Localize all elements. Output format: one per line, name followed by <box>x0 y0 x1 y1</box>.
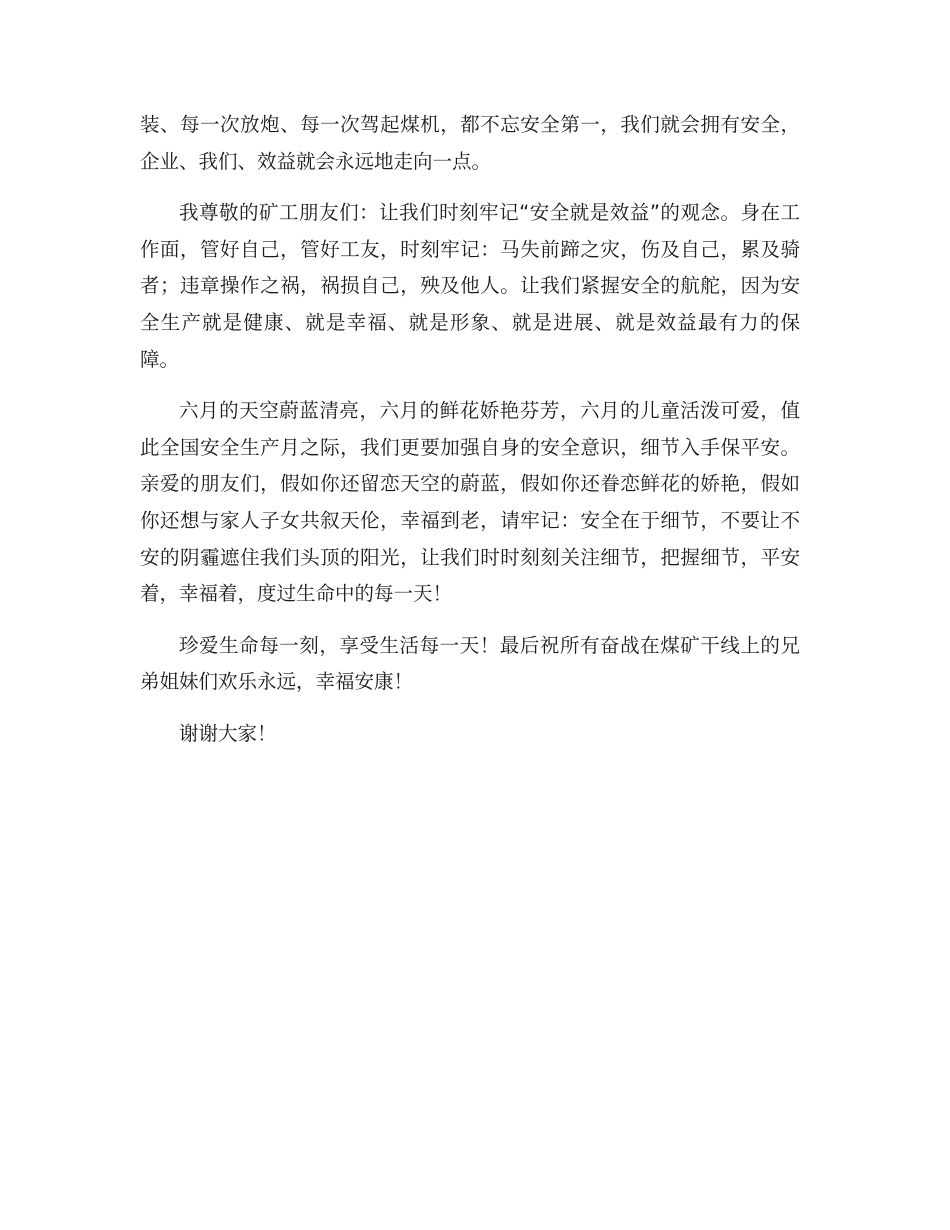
document-body <box>140 107 800 768</box>
paragraph-3: 六月的天空蔚蓝清亮，六月的鲜花娇艳芬芳，六月的儿童活泼可爱，值此全国安全生产月之际，我们更要加强自身的安全意识，细节入手保平安。亲爱的朋友们，假如你还留恋天空的蔚蓝，假如你还眷恋鲜花的娇艳，假如你还想与家人子女共叙天伦，幸福到老，请牢记：安全在于细节，不要让不安的阴霾遮住我们头顶的阳光，让我们时时刻刻关注细节，把握细节，平安着，幸福着，度过生命中的每一天！ <box>140 399 800 606</box>
paragraph-5-closing: 谢谢大家！ <box>179 721 277 745</box>
paragraph-4: 珍爱生命每一刻，享受生活每一天！最后祝所有奋战在煤矿干线上的兄弟姐妹们欢乐永远，幸福安康！ <box>140 633 800 694</box>
paragraph-2: 我尊敬的矿工朋友们：让我们时刻牢记“安全就是效益”的观念。身在工作面，管好自己，管好工友，时刻牢记：马失前蹄之灾，伤及自己，累及骑者；违章操作之祸，祸损自己，殃及他人。让我们紧握安全的航舵，因为安全生产就是健康、就是幸福、就是形象、就是进展、就是效益最有力的保障。 <box>140 201 800 371</box>
paragraph-1: 装、每一次放炮、每一次驾起煤机，都不忘安全第一，我们就会拥有安全，企业、我们、效益就会永远地走向一点。 <box>140 113 800 173</box>
